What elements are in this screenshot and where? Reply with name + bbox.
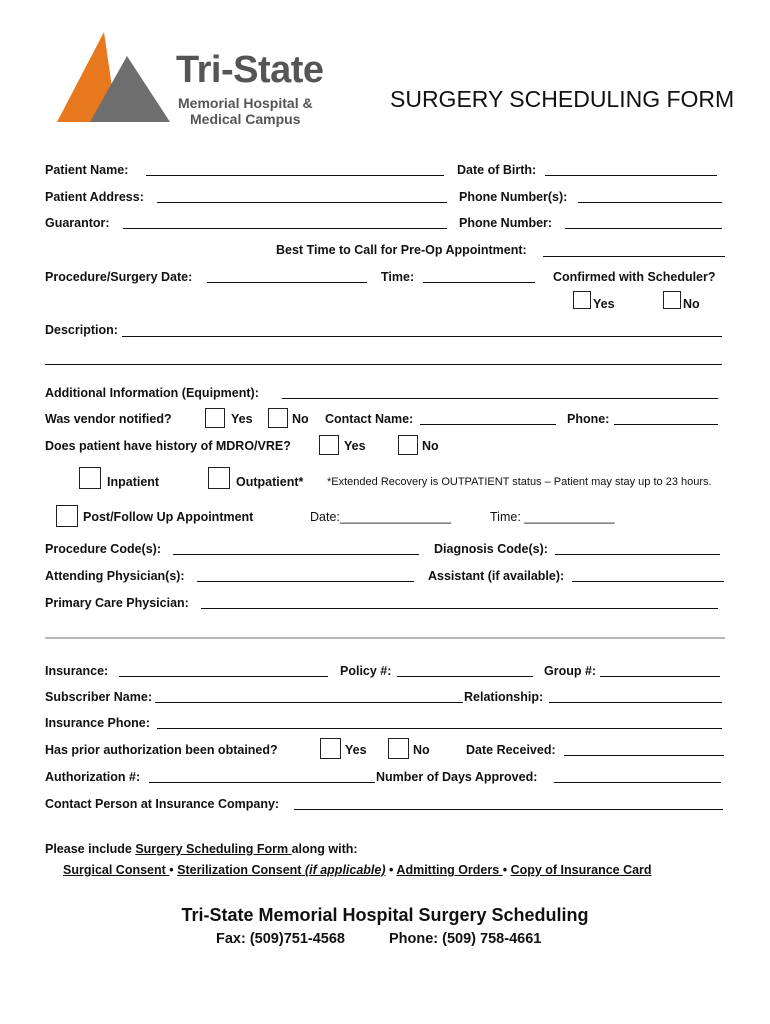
insurance-contact-field[interactable] (294, 809, 723, 810)
vendor-notified-label: Was vendor notified? (45, 412, 172, 426)
date-received-field[interactable] (564, 755, 724, 756)
surgery-time-label: Time: (381, 270, 415, 284)
authorization-field[interactable] (149, 782, 375, 783)
description-label: Description: (45, 323, 118, 337)
patient-address-field[interactable] (157, 202, 447, 203)
confirmed-no-checkbox[interactable] (663, 291, 681, 309)
section-divider (45, 637, 725, 639)
outpatient-checkbox[interactable] (208, 467, 230, 489)
outpatient-label: Outpatient* (236, 475, 304, 489)
relationship-field[interactable] (549, 702, 722, 703)
insurance-field[interactable] (119, 676, 328, 677)
bullet-3: • (502, 863, 508, 877)
dob-label: Date of Birth: (457, 163, 537, 177)
include-prefix: Please include (45, 842, 136, 856)
guarantor-phone-field[interactable] (565, 228, 722, 229)
bullet-1: • (169, 863, 174, 877)
relationship-label: Relationship: (464, 690, 544, 704)
vendor-no-label: No (292, 412, 309, 426)
post-follow-up-checkbox[interactable] (56, 505, 78, 527)
contact-name-label: Contact Name: (325, 412, 414, 426)
inpatient-label: Inpatient (107, 475, 160, 489)
authorization-label: Authorization #: (45, 770, 141, 784)
bullet-2: • (389, 863, 394, 877)
include-form-link[interactable]: Surgery Scheduling Form (135, 842, 292, 856)
diagnosis-codes-label: Diagnosis Code(s): (434, 542, 548, 556)
logo-subtitle-2: Medical Campus (190, 111, 301, 127)
days-approved-field[interactable] (554, 782, 721, 783)
mdro-label: Does patient have history of MDRO/VRE? (45, 439, 291, 453)
confirmed-no-label: No (683, 297, 700, 311)
contact-name-field[interactable] (420, 424, 556, 425)
confirmed-yes-checkbox[interactable] (573, 291, 591, 309)
policy-label: Policy #: (340, 664, 392, 678)
vendor-no-checkbox[interactable] (268, 408, 288, 428)
mdro-yes-label: Yes (344, 439, 366, 453)
vendor-phone-field[interactable] (614, 424, 718, 425)
vendor-yes-label: Yes (231, 412, 253, 426)
date-received-label: Date Received: (466, 743, 556, 757)
patient-name-field[interactable] (146, 175, 444, 176)
assistant-field[interactable] (572, 581, 724, 582)
vendor-phone-label: Phone: (567, 412, 610, 426)
follow-up-date-label: Date:________________ (310, 510, 452, 524)
phone-numbers-field[interactable] (578, 202, 722, 203)
post-follow-up-label: Post/Follow Up Appointment (83, 510, 254, 524)
dob-field[interactable] (545, 175, 717, 176)
diagnosis-codes-field[interactable] (555, 554, 720, 555)
prior-auth-label: Has prior authorization been obtained? (45, 743, 278, 757)
insurance-phone-field[interactable] (157, 728, 722, 729)
best-time-label: Best Time to Call for Pre-Op Appointment: (276, 243, 527, 257)
doc-sterilization-text: Sterilization Consent (177, 863, 305, 877)
form-title: SURGERY SCHEDULING FORM (390, 86, 735, 112)
doc-insurance-card[interactable]: Copy of Insurance Card (510, 863, 652, 877)
inpatient-checkbox[interactable] (79, 467, 101, 489)
subscriber-name-label: Subscriber Name: (45, 690, 152, 704)
insurance-phone-label: Insurance Phone: (45, 716, 150, 730)
guarantor-label: Guarantor: (45, 216, 110, 230)
doc-surgical-consent[interactable]: Surgical Consent (63, 863, 170, 877)
prior-auth-yes-checkbox[interactable] (320, 738, 341, 759)
logo-name: Tri-State (176, 49, 324, 91)
prior-auth-no-label: No (413, 743, 430, 757)
best-time-field[interactable] (543, 256, 725, 257)
doc-sterilization-note: (if applicable) (304, 863, 386, 877)
description-field-2[interactable] (45, 364, 722, 365)
additional-info-field[interactable] (282, 398, 718, 399)
surgery-date-label: Procedure/Surgery Date: (45, 270, 193, 284)
mdro-yes-checkbox[interactable] (319, 435, 339, 455)
include-instructions (45, 842, 358, 856)
extended-recovery-note: *Extended Recovery is OUTPATIENT status – Patient may stay up to 23 hours. (327, 476, 712, 488)
primary-care-physician-label: Primary Care Physician: (45, 596, 189, 610)
policy-field[interactable] (397, 676, 533, 677)
description-field[interactable] (122, 336, 722, 337)
surgery-date-field[interactable] (207, 282, 367, 283)
guarantor-field[interactable] (123, 228, 447, 229)
mdro-no-checkbox[interactable] (398, 435, 418, 455)
required-documents (63, 863, 652, 877)
vendor-yes-checkbox[interactable] (205, 408, 225, 428)
guarantor-phone-label: Phone Number: (459, 216, 553, 230)
contact-fax: Fax: (509)751-4568 (216, 931, 345, 947)
group-field[interactable] (600, 676, 720, 677)
confirmed-label: Confirmed with Scheduler? (553, 270, 716, 284)
doc-admitting-orders[interactable]: Admitting Orders (396, 863, 503, 877)
assistant-label: Assistant (if available): (428, 569, 565, 583)
days-approved-label: Number of Days Approved: (376, 770, 538, 784)
confirmed-yes-label: Yes (593, 297, 615, 311)
contact-phone: Phone: (509) 758-4661 (389, 931, 542, 947)
patient-address-label: Patient Address: (45, 190, 144, 204)
group-label: Group #: (544, 664, 597, 678)
attending-physician-field[interactable] (197, 581, 414, 582)
patient-name-label: Patient Name: (45, 163, 129, 177)
follow-up-time-label: Time: _____________ (490, 510, 615, 524)
hospital-logo-mark (52, 30, 172, 126)
prior-auth-yes-label: Yes (345, 743, 367, 757)
phone-numbers-label: Phone Number(s): (459, 190, 568, 204)
procedure-codes-field[interactable] (173, 554, 419, 555)
procedure-codes-label: Procedure Code(s): (45, 542, 161, 556)
org-title: Tri-State Memorial Hospital Surgery Scheduling (181, 905, 589, 925)
surgery-time-field[interactable] (423, 282, 535, 283)
primary-care-physician-field[interactable] (201, 608, 718, 609)
doc-sterilization-consent[interactable] (177, 863, 385, 877)
insurance-contact-label: Contact Person at Insurance Company: (45, 797, 280, 811)
mdro-no-label: No (422, 439, 439, 453)
prior-auth-no-checkbox[interactable] (388, 738, 409, 759)
logo-subtitle-1: Memorial Hospital & (178, 95, 313, 111)
additional-info-label: Additional Information (Equipment): (45, 386, 259, 400)
insurance-label: Insurance: (45, 664, 109, 678)
subscriber-name-field[interactable] (155, 702, 463, 703)
attending-physician-label: Attending Physician(s): (45, 569, 185, 583)
include-suffix: along with: (291, 842, 358, 856)
